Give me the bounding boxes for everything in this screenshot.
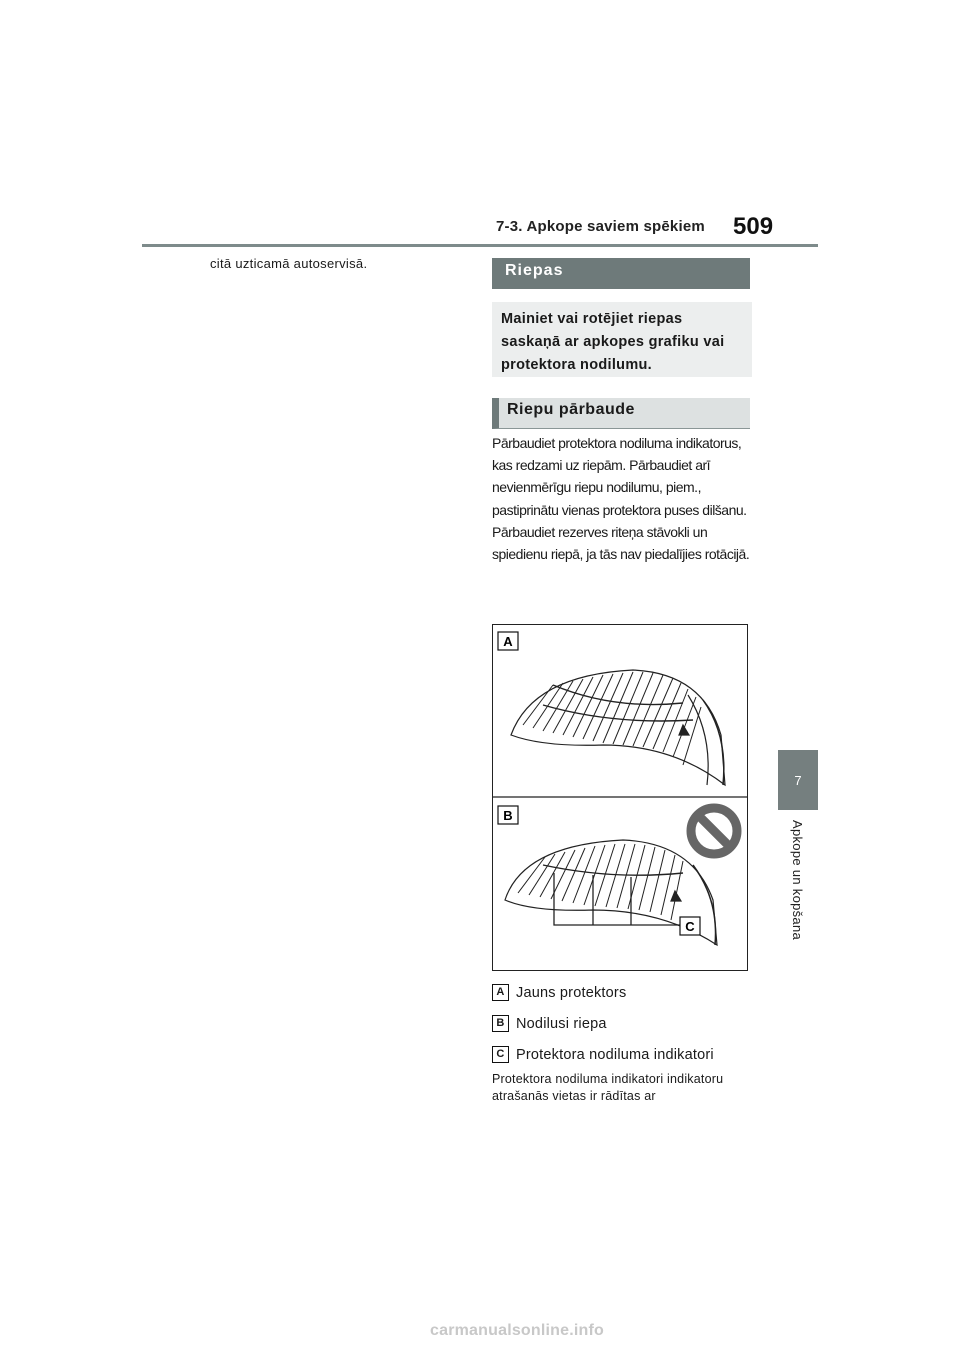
heading-tires: Riepas bbox=[492, 258, 750, 289]
legend-item-c bbox=[492, 1046, 714, 1063]
paragraph: Pārbaudiet protektora nodiluma indikatorus, kas redzami uz riepām. Pārbaudiet arī nevienmērīgu riepu nodilumu, piem., pastiprinātu vienas protektora puses dilšanu. bbox=[492, 435, 747, 518]
chapter-title: Apkope un kopšana bbox=[790, 820, 805, 941]
paragraph: Pārbaudiet rezerves riteņa stāvokli un spiedienu riepā, ja tās nav piedalījies rotācijā. bbox=[492, 523, 750, 563]
legend-badge: B bbox=[492, 1015, 509, 1032]
figure-label-c: C bbox=[685, 919, 695, 934]
legend-text: Protektora nodiluma indikatori bbox=[516, 1046, 714, 1063]
tire-drawing bbox=[493, 625, 747, 970]
instruction-box: Mainiet vai rotējiet riepas saskaņā ar apkopes grafiku vai protektora nodilumu. bbox=[492, 302, 752, 377]
left-column-text: citā uzticamā autoservisā. bbox=[210, 256, 368, 271]
header-rule bbox=[142, 244, 818, 247]
legend-item-a bbox=[492, 984, 626, 1001]
tire-illustration bbox=[492, 624, 748, 971]
legend-item-b bbox=[492, 1015, 607, 1032]
chapter-number: 7 bbox=[794, 772, 802, 788]
legend-badge: A bbox=[492, 984, 509, 1001]
new-tire bbox=[511, 670, 725, 785]
legend-text: Jauns protektors bbox=[516, 984, 627, 1001]
figure-label-a: A bbox=[503, 634, 513, 649]
chapter-tab bbox=[778, 750, 818, 810]
figure-label-b: B bbox=[503, 808, 513, 823]
legend-badge: C bbox=[492, 1046, 509, 1063]
chapter-title-vertical bbox=[778, 820, 818, 960]
note-text: Protektora nodiluma indikatori indikatoru atrašanās vietas ir rādītas ar bbox=[492, 1072, 724, 1103]
tire-check-text bbox=[492, 432, 752, 565]
section-title: 7-3. Apkope saviem spēkiem bbox=[496, 218, 705, 235]
prohibition-icon bbox=[691, 808, 737, 854]
heading-tire-check: Riepu pārbaude bbox=[492, 398, 750, 429]
page-number: 509 bbox=[733, 213, 774, 240]
legend-text: Nodilusi riepa bbox=[516, 1015, 607, 1032]
watermark: carmanualsonline.info bbox=[430, 1322, 605, 1339]
